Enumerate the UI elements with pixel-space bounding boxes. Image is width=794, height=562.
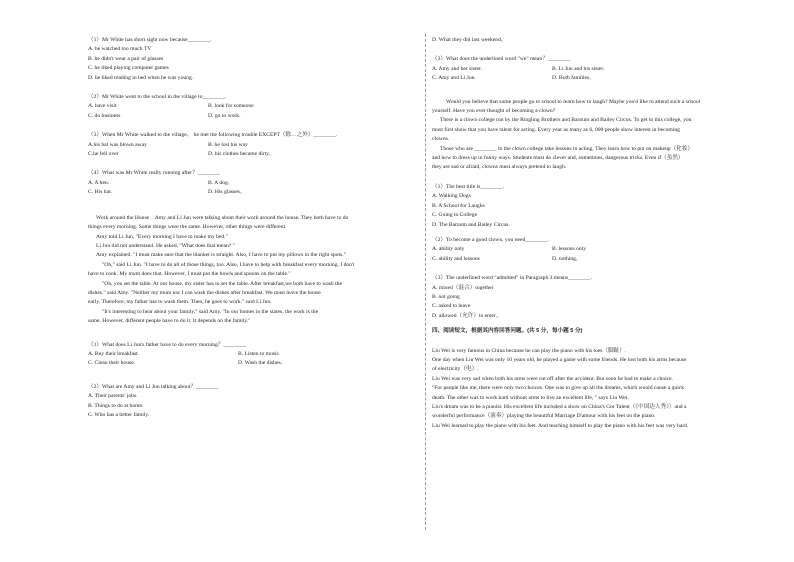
passage-line: clowns.: [432, 136, 450, 143]
passage-line: Liu Wei learned to play the piano with his feet. And teaching himself to play the piano with his feet was very hard.: [432, 422, 689, 429]
option-c: C. do business: [88, 112, 121, 119]
option-d: D. his clothes became dirty。: [208, 151, 275, 158]
option-c: C.he fell over: [88, 151, 119, 158]
option-d: D. nothing。: [552, 255, 582, 262]
passage-line: death. The other was to work hard without arms to live an excellent life, " says Liu Wei.: [432, 394, 629, 401]
option-c: C. His hat.: [88, 189, 112, 196]
option-a: A. Buy their breakfast.: [88, 350, 140, 357]
passage-line: of electricity（电）.: [432, 366, 479, 373]
passage-line: "It's interesting to hear about your family," said Amy. "In our homes in the states, the work is the: [102, 308, 319, 315]
question-block: [432, 55, 777, 83]
option-c: C. asked to leave: [432, 303, 471, 310]
option-b: B. Li Jun and his sister.: [552, 65, 605, 72]
question-stem: （1）What does Li Jun's father have to do every morning？________: [88, 341, 246, 348]
option-d: D. go to work.: [208, 112, 241, 119]
option-a: A. have visit: [88, 103, 117, 110]
question-stem: （3）The underlined word "admitted" in Paragraph 3 means________.: [432, 275, 592, 282]
question-block: [88, 36, 423, 83]
passage-line: Amy told Li Jun, "Every morning I have to make my bed.": [96, 233, 228, 240]
option-a: A. he watched too much TV: [88, 46, 152, 53]
option-a: A. mixed（混合）together: [432, 284, 494, 291]
option-a: A. ability only: [432, 246, 465, 253]
question-block: [88, 93, 423, 121]
question-block: [432, 274, 777, 321]
option-a: A. Walking Dogs: [432, 193, 471, 200]
reading-passage: [432, 347, 777, 432]
passage-line: Liu's dream was to be a pianist. His excellent life included a show on China's Got Talent（《中国达人秀》）and a: [432, 404, 687, 410]
option-b: B. Things to do at home.: [88, 402, 144, 409]
question-block: [88, 383, 423, 421]
passage-line: must first show that you have talent for acting. Every year as many as 6, 000 people show interest in becoming: [432, 126, 680, 133]
option-d: D. What they did last weekend。: [432, 37, 507, 43]
question-stem: （3）When Mr White walked to the village， he met the following trouble EXCEPT（除…之外）________.: [88, 132, 338, 139]
passage-line: Liu Wei was very sad when both his arms were cut off after the accident. But soon he had to make a choice.: [432, 375, 674, 382]
option-b: B. not going: [432, 293, 460, 300]
option-c: C. Clean their house.: [88, 360, 136, 367]
passage-line: dishes." said Amy. "Neither my mum nor I can wash the dishes after breakfast. We must leave the house: [88, 289, 321, 296]
question-stem: （3）What does the underlined word "we" mean？________: [432, 56, 571, 63]
option-a: A. A hen.: [88, 179, 110, 186]
passage-line: There is a clown college run by the Ringling Brothers and Barnum and Bailey Circus. To get to this college, you: [440, 117, 692, 124]
passage-line: Liu Wei is very famous in China because he can play the piano with his toes（脚趾）.: [432, 347, 627, 354]
passage-line: "Oh," said Li Jun. "I have to do all of those things, too. Also, I have to help with breakfast every morning. I don't: [102, 261, 355, 268]
passage-line: One day when Liu Wei was only 10 years old, he played a game with some friends. He lost both his arms because: [432, 356, 687, 363]
option-b: B. lessons only: [552, 246, 587, 253]
passage-line: Would you believe that some people go to school to learn how to laugh? Maybe you'd like to attend such a school: [446, 98, 701, 105]
option-a: A. Amy and her sister.: [432, 65, 483, 72]
right-column: [432, 36, 777, 431]
question-stem: （1）The best title is________.: [432, 183, 505, 190]
passage-line: "Oh, you set the table. At our house, my sister has to set the table. After breakfast,we both have to wash the: [102, 280, 342, 287]
question-block: [88, 169, 423, 197]
option-b: B. A dog.: [208, 179, 230, 186]
passage-line: Li Jun did not understand. He asked, "What does that mean? ": [96, 242, 235, 249]
option-a: A. Their parents' jobs.: [88, 393, 138, 400]
passage-line: Amy explained. "I must make sure that the blanket is straight. Also, I have to put my pillows in the right spots.": [96, 252, 346, 259]
option-a: A.his hat was blown away: [88, 141, 147, 148]
reading-passage: [432, 98, 777, 173]
option-b: B. Listen to music.: [238, 350, 281, 357]
option-c: C. Going to College: [432, 212, 478, 219]
option-d: D. he liked reading in bed when he was young.: [88, 74, 194, 81]
passage-line: yourself. Have you ever thought of becoming a clown?: [432, 108, 556, 115]
option-c: C. Amy and Li Jun.: [432, 75, 476, 82]
reading-passage: [88, 214, 423, 327]
left-column: [88, 36, 423, 420]
passage-line: things every morning. Some things were the same. However, other things were different.: [88, 224, 287, 231]
section-heading: 四、阅读短文，根据其内容回答问题。(共 5 分，每小题 5 分): [432, 328, 583, 335]
question-stem: （2）What are Amy and Li Jun talking about？________: [88, 383, 219, 390]
passage-line: wonderful performance（演奏）playing the beautiful Marriage D'amour with his feet on the piano.: [432, 413, 656, 420]
option-b: B. look for someone: [208, 103, 254, 110]
option-c: C. he liked playing computer games: [88, 65, 169, 72]
passage-line: they are sad or afraid, clowns must always pretend to laugh.: [432, 164, 567, 171]
option-d: D. Wash the dishes。: [238, 360, 287, 367]
passage-line: same. However, different people have to do it. It depends on the family.": [88, 318, 251, 325]
option-b: B. he lost his way: [208, 141, 248, 148]
option-c: C. ability and lessons: [432, 255, 480, 262]
passage-line: Work around the House Amy and Li Jun were talking about their work around the house. They both have to do: [96, 214, 349, 221]
passage-line: early. Therefore, my father has to wash them. Then, he goes to work." said Li Jun.: [88, 299, 272, 306]
option-b: B. he didn't wear a pair of glasses: [88, 55, 164, 62]
option-c: C. Who has a better family.: [88, 412, 150, 418]
question-stem: （1）Mr White has short sight now because________.: [88, 37, 212, 43]
option-d: D. The Barnum and Bailey Circus.: [432, 221, 510, 228]
passage-line: and how to dress up in funny ways. Students must do clever and, sometimes, dangerous tricks. Even if（虽然）: [432, 155, 684, 162]
question-block: [432, 183, 777, 230]
passage-line: have to cook. My mum does that. However, I must put the bowls and spoons on the table.": [88, 271, 291, 278]
question-stem: （2）Mr White went to the school in the village to________.: [88, 94, 227, 101]
column-divider: [425, 34, 427, 530]
option-d: D. His glasses。: [208, 189, 246, 196]
question-block: [88, 341, 423, 369]
option-d: D. Both families。: [552, 75, 595, 82]
passage-line: "For people like me, there were only two choices. One was to give up all the dreams, which would cause a quick: [432, 385, 685, 392]
question-stem: （2）To become a good clown, you need________.: [432, 236, 550, 243]
option-d: D. allowed（允许）to enter。: [432, 312, 502, 319]
question-block: [88, 131, 423, 159]
passage-line: Those who are ________ to the clown college take lessons in acting. They learn how to put on makeup（化妆）: [440, 145, 693, 152]
option-b: B. A School for Laughs: [432, 202, 485, 209]
question-stem: （4）What was Mr White really running after？________: [88, 170, 220, 177]
question-block: [432, 236, 777, 264]
